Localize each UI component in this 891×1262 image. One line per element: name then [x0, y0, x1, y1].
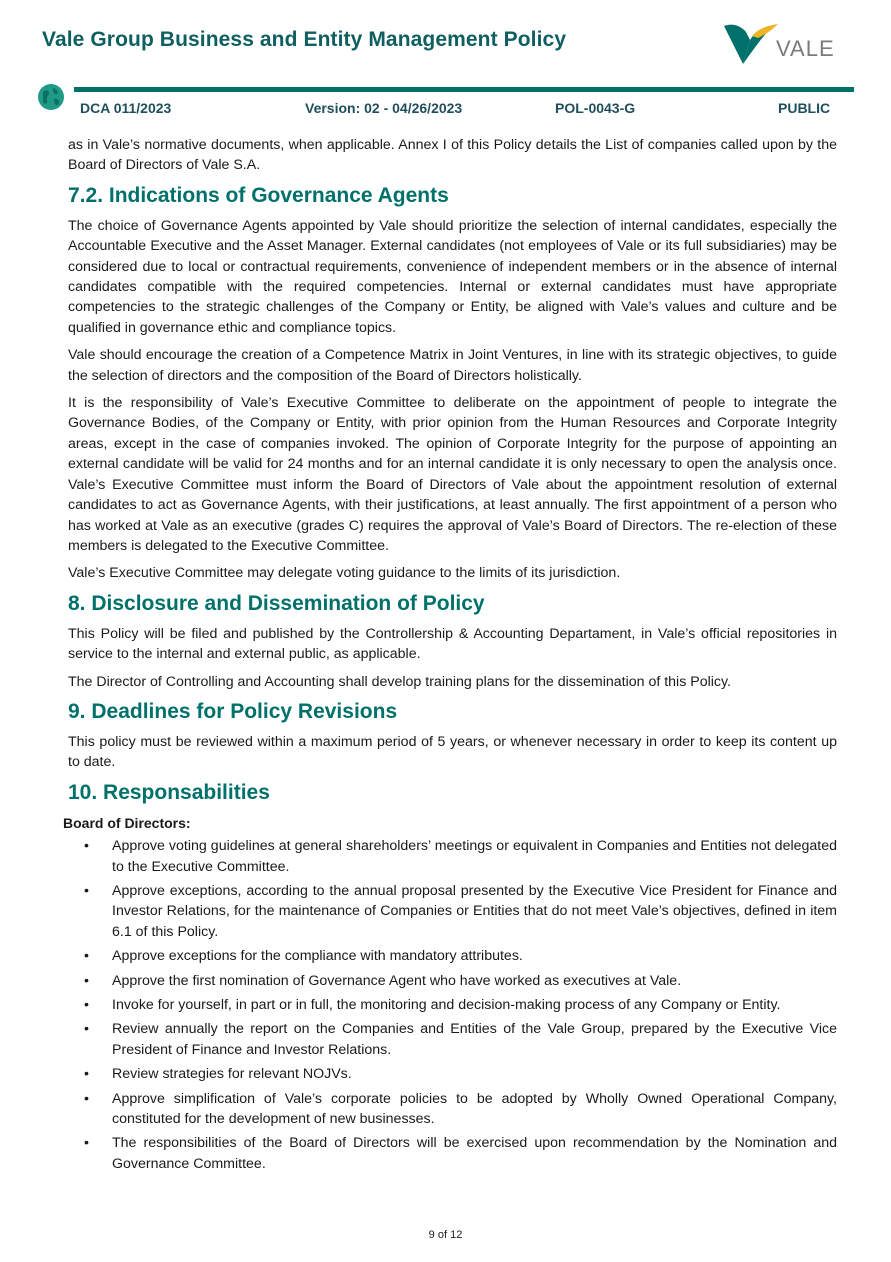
bullet-icon: •: [84, 1135, 89, 1152]
list-item: • Approve the first nomination of Governance Agent who have worked as executives at Vale.: [68, 971, 837, 991]
page-content: [63, 135, 837, 1178]
paragraph: The choice of Governance Agents appointed by Vale should prioritize the selection of internal candidates, especially the Accountable Executive and the Asset Manager. External candidates (not employees of Vale or its full subsidiaries) may be considered due to local or contractual requirements, convenience of independent members or in the absence of internal candidates compatible with the required competencies. Internal or external candidates must have appropriate competencies to the strategic challenges of the Company or Entity, be aligned with Vale’s values and culture and be qualified in governance ethic and compliance topics.: [68, 217, 837, 336]
paragraph: This Policy will be filed and published by the Controllership & Accounting Departament, in Vale’s official repositories in service to the internal and external public, as applicable.: [68, 625, 837, 663]
vale-v-icon: [722, 20, 782, 66]
bullet-icon: •: [84, 1021, 89, 1038]
section-heading-10: 10. Responsabilities: [68, 780, 270, 804]
logo-text: VALE: [776, 36, 835, 61]
bullet-icon: •: [84, 838, 89, 855]
intro-paragraph: as in Vale’s normative documents, when applicable. Annex I of this Policy details the List of companies called upon by the Board of Directors of Vale S.A.: [68, 137, 837, 174]
bullet-icon: •: [84, 948, 89, 965]
section-heading-7-2: 7.2. Indications of Governance Agents: [68, 183, 449, 207]
vale-logo: [722, 20, 837, 66]
list-item: • Approve simplification of Vale’s corporate policies to be adopted by Wholly Owned Operational Company, constituted for the development of new businesses.: [84, 1090, 837, 1128]
bullet-icon: •: [84, 1090, 89, 1107]
header-rule: [74, 87, 854, 92]
paragraph: Vale’s Executive Committee may delegate voting guidance to the limits of its jurisdiction.: [68, 565, 621, 582]
bullet-icon: •: [84, 1066, 89, 1083]
page-number: 9 of 12: [428, 1229, 463, 1241]
paragraph: Vale should encourage the creation of a Competence Matrix in Joint Ventures, in line with its strategic objectives, to guide the selection of directors and the composition of the Board of Directors holistically.: [68, 347, 837, 384]
list-item: • Approve voting guidelines at general shareholders’ meetings or equivalent in Companies and Entities not delegated to the Executive Committee.: [84, 838, 837, 875]
list-item: • Invoke for yourself, in part or in full, the monitoring and decision-making process of any Company or Entity.: [68, 995, 837, 1015]
paragraph: It is the responsibility of Vale’s Executive Committee to deliberate on the appointment of people to integrate the Governance Bodies, of the Company or Entity, with prior opinion from the Human Resources and Corporate Integrity areas, except in the case of companies invoked. The opinion of Corporate Integrity for the purpose of appointing an external candidate will be valid for 24 months and for an internal candidate it is only necessary to open the analysis once. Vale’s Executive Committee must inform the Board of Directors of Vale about the appointment resolution of external candidates to act as Governance Agents, with their justifications, at least annually. The first appointment of a person who has worked at Vale as an executive (grades C) requires the approval of Vale’s Board of Directors. The re-election of these members is delegated to the Executive Committee.: [68, 395, 837, 554]
responsibilities-list: [68, 836, 837, 1174]
paragraph: This policy must be reviewed within a maximum period of 5 years, or whenever necessary in order to keep its content up to date.: [68, 733, 837, 771]
doc-number: DCA 011/2023: [80, 100, 172, 116]
board-of-directors-label: Board of Directors:: [63, 814, 191, 831]
doc-code: POL-0043-G: [555, 100, 636, 116]
list-item: • Review annually the report on the Companies and Entities of the Vale Group, prepared by the Executive Vice President of Finance and Investor Relations.: [84, 1021, 837, 1058]
globe-icon: [37, 83, 65, 111]
list-item: • Review strategies for relevant NOJVs.: [68, 1064, 837, 1084]
bullet-icon: •: [84, 972, 89, 989]
doc-version: Version: 02 - 04/26/2023: [305, 100, 463, 116]
doc-title: Vale Group Business and Entity Management Policy: [42, 28, 567, 51]
list-item: • Approve exceptions, according to the annual proposal presented by the Executive Vice President for Finance and Investor Relations, for the maintenance of Companies or Entities that do not meet Vale’s objectives, defined in item 6.1 of this Policy.: [84, 882, 837, 940]
section-heading-9: 9. Deadlines for Policy Revisions: [68, 699, 398, 723]
bullet-icon: •: [84, 882, 89, 899]
list-item: • Approve exceptions for the compliance with mandatory attributes.: [68, 946, 837, 966]
bullet-icon: •: [84, 997, 89, 1013]
list-item: • The responsibilities of the Board of Directors will be exercised upon recommendation by the Nomination and Governance Committee.: [84, 1135, 837, 1172]
section-heading-8: 8. Disclosure and Dissemination of Policy: [68, 591, 485, 615]
paragraph: The Director of Controlling and Accounting shall develop training plans for the dissemination of this Policy.: [68, 673, 731, 690]
doc-classification: PUBLIC: [778, 100, 831, 116]
